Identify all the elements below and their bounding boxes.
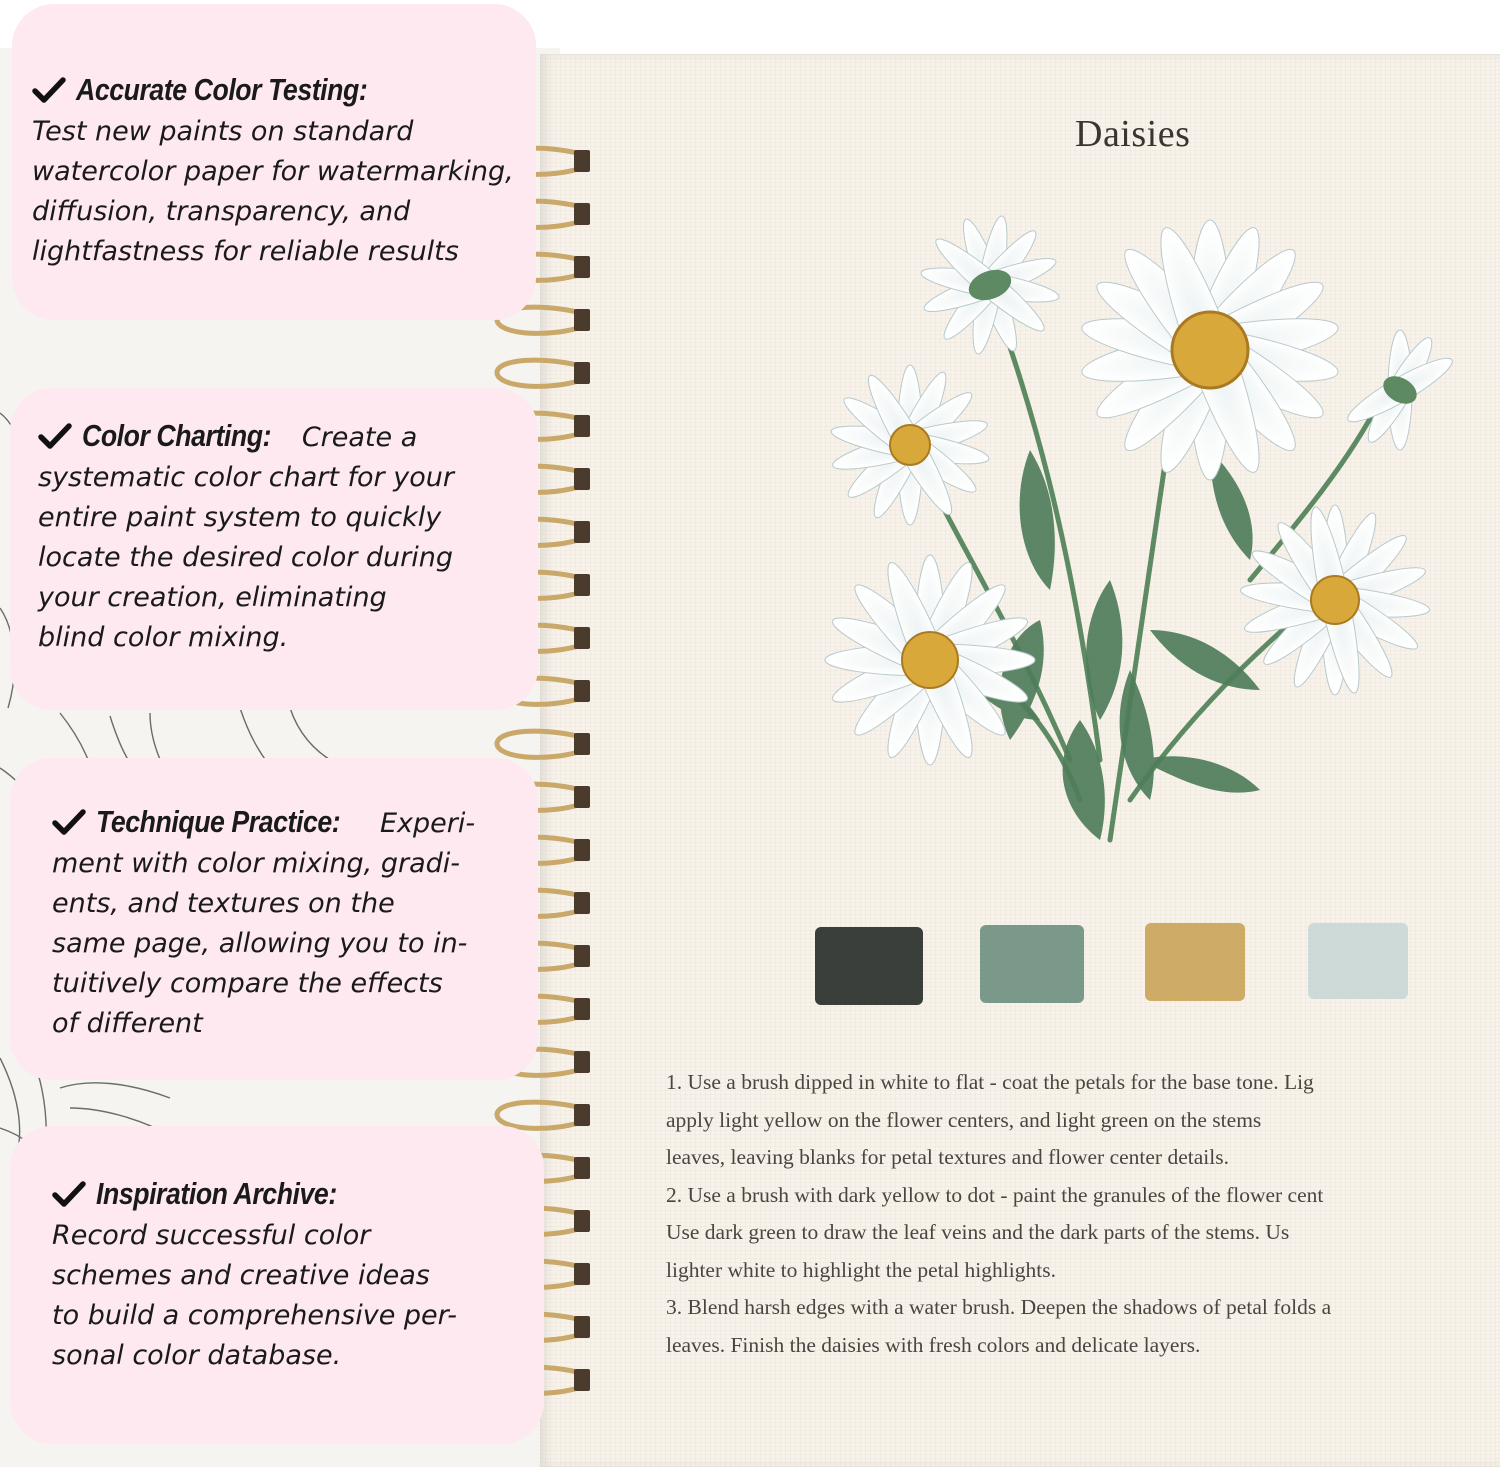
checkmark-icon bbox=[52, 809, 86, 835]
callout-accurate-color-testing bbox=[12, 4, 536, 320]
checkmark-icon bbox=[32, 77, 66, 103]
spiral-coil bbox=[497, 1102, 590, 1128]
callout-color-charting bbox=[10, 388, 538, 710]
callout-line: diffusion, transparency, and bbox=[32, 196, 411, 227]
callout-line: entire paint system to quickly bbox=[38, 502, 442, 533]
instruction-line: Use dark green to draw the leaf veins and the dark parts of the stems. Us bbox=[666, 1220, 1290, 1244]
instruction-line: 3. Blend harsh edges with a water brush. Deepen the shadows of petal folds a bbox=[666, 1295, 1332, 1319]
instruction-line: lighter white to highlight the petal highlights. bbox=[666, 1257, 1056, 1282]
callout-inline-text: Create a bbox=[301, 422, 418, 453]
swatch-3 bbox=[1145, 923, 1245, 1001]
callout-line: to build a comprehensive per- bbox=[52, 1300, 457, 1331]
swatch-1 bbox=[815, 927, 923, 1005]
checkmark-icon bbox=[52, 1181, 86, 1207]
callout-line: systematic color chart for your bbox=[38, 462, 454, 493]
instruction-line: leaves. Finish the daisies with fresh colors and delicate layers. bbox=[666, 1332, 1201, 1357]
callout-line: Test new paints on standard bbox=[32, 116, 414, 147]
callout-line: locate the desired color during bbox=[38, 542, 454, 573]
instruction-line: apply light yellow on the flower centers, and light green on the stems bbox=[666, 1107, 1262, 1132]
callout-line: your creation, eliminating bbox=[38, 582, 387, 613]
callout-heading: Inspiration Archive: bbox=[96, 1176, 337, 1211]
callout-line: same page, allowing you to in- bbox=[52, 928, 468, 959]
callout-line: sonal color database. bbox=[52, 1340, 342, 1371]
instruction-line: 2. Use a brush with dark yellow to dot - paint the granules of the flower cent bbox=[666, 1182, 1324, 1207]
instruction-line: leaves, leaving blanks for petal textures and flower center details. bbox=[666, 1145, 1229, 1169]
callout-inspiration-archive bbox=[10, 1126, 544, 1444]
callout-line: schemes and creative ideas bbox=[52, 1260, 430, 1291]
callout-technique-practice bbox=[10, 758, 538, 1080]
daisy-illustration bbox=[780, 200, 1480, 860]
callout-line: blind color mixing. bbox=[38, 622, 289, 653]
instruction-line: 1. Use a brush dipped in white to flat - coat the petals for the base tone. Lig bbox=[666, 1070, 1314, 1094]
callout-inline-text: Experi- bbox=[379, 808, 476, 839]
page-title: Daisies bbox=[1075, 113, 1191, 155]
callout-heading: Color Charting: bbox=[82, 418, 272, 453]
color-swatches bbox=[810, 915, 1430, 1035]
checkmark-icon bbox=[38, 423, 72, 449]
callout-line: ents, and textures on the bbox=[52, 888, 395, 919]
instructions-text bbox=[666, 1064, 1500, 1364]
callout-line: tuitively compare the effects bbox=[52, 968, 443, 999]
callout-line: watercolor paper for watermarking, bbox=[32, 156, 514, 187]
callout-line: lightfastness for reliable results bbox=[32, 236, 459, 267]
callout-heading: Technique Practice: bbox=[96, 804, 341, 839]
callout-line: of different bbox=[52, 1008, 203, 1039]
spiral-coil bbox=[497, 360, 590, 386]
callout-line: ment with color mixing, gradi- bbox=[52, 848, 460, 879]
callout-heading: Accurate Color Testing: bbox=[76, 72, 368, 107]
swatch-2 bbox=[980, 925, 1084, 1003]
callout-line: Record successful color bbox=[52, 1220, 371, 1251]
spiral-coil bbox=[497, 731, 590, 757]
swatch-4 bbox=[1308, 923, 1408, 999]
